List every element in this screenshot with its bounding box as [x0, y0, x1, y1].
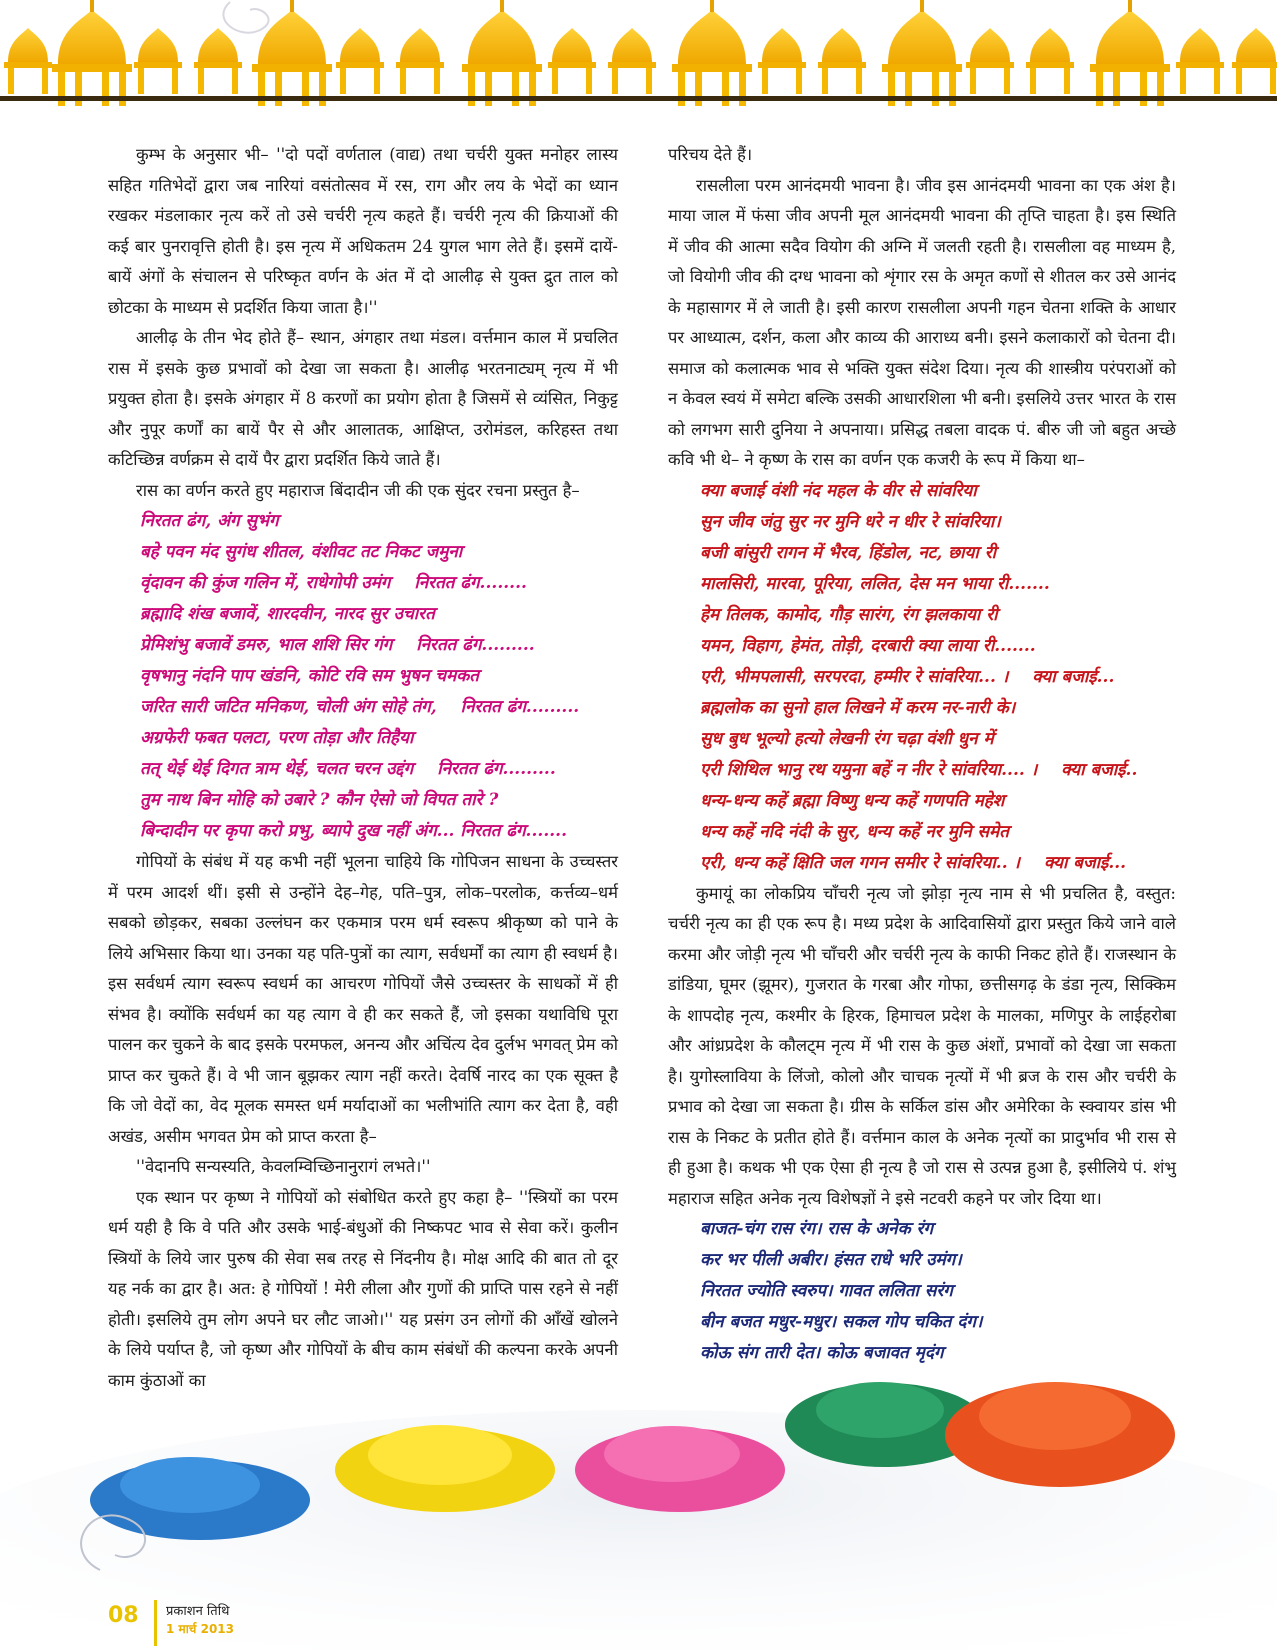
- paragraph: कुमायूं का लोकप्रिय चाँचरी नृत्य जो झोड़ा नृत्य नाम से भी प्रचलित है, वस्तुत: चर्चरी नृत्य का ही एक रूप है। मध्य प्रदेश के आदिवासियों द्वारा प्रस्तुत किये जाने वाले करमा और जोड़ी नृत्य भी चाँचरी और चर्चरी नृत्य के काफी निकट होते हैं। राजस्थान के डांडिया, घूमर (झूमर), गुजरात के गरबा और गोफा, छत्तीसगढ़ के डंडा नृत्य, सिक्किम के शापदोह नृत्य, कश्मीर के हिरक, हिमाचल प्रदेश के मालका, मणिपुर के लाईहरोबा और आंध्रप्रदेश के कौलट्म नृत्य में भी रास के कुछ अंशों, प्रभावों को देखा जा सकता है। युगोस्लाविया के लिंजो, कोलो और चाचक नृत्यों में भी ब्रज के रास और चर्चरी के प्रभाव को देखा जा सकता है। ग्रीस के सर्किल डांस और अमेरिका के स्क्वायर डांस भी रास के निकट के प्रतीत होते हैं। वर्त्तमान काल के अनेक नृत्यों का प्रादुर्भाव भी रास से ही हुआ है। कथक भी एक ऐसा ही नृत्य है जो रास से उत्पन्न हुआ है, इसीलिये पं. शंभु महाराज सहित अनेक नृत्य विशेषज्ञों ने इसे नटवरी कहने पर जोर दिया था।: [668, 883, 1176, 1208]
- paragraph: एक स्थान पर कृष्ण ने गोपियों को संबोधित करते हुए कहा है– ''स्त्रियों का परम धर्म यही है कि वे पति और उसके भाई-बंधुओं की निष्कपट भाव से सेवा करें। कुलीन स्त्रियों के लिये जार पुरुष की सेवा सब तरह से निंदनीय है। मोक्ष आदि की बात तो दूर यह नर्क का द्वार है। अत: हे गोपियों ! मेरी लीला और गुणों की प्राप्ति पास रहने से नहीं होती। इसलिये तुम लोग अपने घर लौट जाओ।'' यह प्रसंग उन लोगों की आँखें खोलने के लिये पर्याप्त है, जो कृष्ण और गोपियों के बीच काम संबंधों की कल्पना करके अपनी काम कुंठाओं का: [108, 1187, 618, 1390]
- banner-baseline: [0, 96, 1277, 101]
- verse-line: धन्य-धन्य कहें ब्रह्मा विष्णु धन्य कहें गणपति महेश: [700, 790, 1005, 811]
- verse-line: निरतत ढंग, अंग सुभंग: [140, 511, 279, 531]
- verse-line: यमन, विहाग, हेमंत, तोड़ी, दरबारी क्या लाया री.......: [700, 635, 1036, 656]
- verse-line: कोऊ संग तारी देत। कोऊ बजावत मृदंग: [700, 1343, 944, 1363]
- verse-line: बीन बजत मधुर-मधुर। सकल गोप चकित दंग।: [700, 1312, 983, 1332]
- verse-line: क्या बजाई वंशी नंद महल के वीर से सांवरिया: [700, 480, 977, 501]
- verse-line: एरी, धन्य कहें क्षिति जल गगन समीर रे सांवरिया.. । क्या बजाई...: [700, 852, 1127, 873]
- verse-line: सुन जीव जंतु सुर नर मुनि धरे न धीर रे सांवरिया।: [700, 511, 1001, 532]
- verse-line: ब्रह्मादि शंख बजावें, शारदवीन, नारद सुर उचारत: [140, 604, 435, 624]
- paragraph: कुम्भ के अनुसार भी– ''दो पदों वर्णताल (वाद्य) तथा चर्चरी युक्त मनोहर लास्य सहित गतिभेदों द्वारा जब नारियां वसंतोत्सव में रस, राग और लय के भेदों का ध्यान रखकर मंडलाकार नृत्य करें तो उसे चर्चरी नृत्य कहते हैं। चर्चरी नृत्य की क्रियाओं की कई बार पुनरावृत्ति होती है। इस नृत्य में अधिकतम 24 युगल भाग लेते हैं। इसमें दायें-बायें अंगों के संचालन से परिष्कृत वर्णन के अंत में दो आलीढ़ से युक्त द्रुत ताल को छोटका के माध्यम से प्रदर्शित किया जाता है।'': [108, 145, 618, 317]
- verse-line: वृषभानु नंदनि पाप खंडनि, कोटि रवि सम भुषन चमकत: [140, 666, 480, 686]
- footer-divider: [154, 1600, 157, 1646]
- verse-line: बजी बांसुरी रागन में भैरव, हिंडोल, नट, छाया री: [700, 542, 997, 563]
- swirl-ornament: [223, 2, 268, 33]
- verse-line: तुम नाथ बिन मोहि को उबारे ? कौन ऐसो जो विपत तारे ?: [140, 790, 499, 810]
- verse-line: वृंदावन की कुंज गलिन में, राधेगोपी उमंग निरतत ढंग........: [140, 573, 527, 593]
- verse-line: एरी शिथिल भानु रथ यमुना बहें न नीर रे सांवरिया.... । क्या बजाई..: [700, 759, 1138, 780]
- verse-line: तत् थेई थेई दिगत त्राम थेई, चलत चरन उद्दंग निरतत ढंग.........: [140, 759, 556, 779]
- footer-title: प्रकाशन तिथि: [166, 1604, 230, 1619]
- verse-line: हेम तिलक, कामोद, गौड़ सारंग, रंग झलकाया री: [700, 604, 998, 625]
- verse-line: बाजत-चंग रास रंग। रास के अनेक रंग: [700, 1219, 934, 1239]
- left-column: [108, 140, 618, 1396]
- verse-line: प्रेमिशंभु बजावें डमरु, भाल शशि सिर गंग निरतत ढंग.........: [140, 635, 535, 655]
- verse-line: कर भर पीली अबीर। हंसत राधे भरि उमंग।: [700, 1250, 962, 1270]
- sanskrit-quote: ''वेदानपि सन्यस्यति, केवलम्विच्छिनानुरागं लभते।'': [136, 1157, 431, 1176]
- footer-date: 1 मार्च 2013: [166, 1622, 235, 1636]
- verse-line: बहे पवन मंद सुगंध शीतल, वंशीवट तट निकट जमुना: [140, 542, 463, 562]
- verse-kajri: [668, 476, 1176, 879]
- dome-row: [4, 0, 1277, 106]
- right-column: [668, 140, 1176, 1369]
- verse-line: धन्य कहें नदि नंदी के सुर, धन्य कहें नर मुनि समेत: [700, 821, 1009, 842]
- paragraph: आलीढ़ के तीन भेद होते हैं– स्थान, अंगहार तथा मंडल। वर्त्तमान काल में प्रचलित रास में इसके कुछ प्रभावों को देखा जा सकता है। आलीढ़ भरतनाट्यम् नृत्य में भी प्रयुक्त होता है। इसके अंगहार में 8 करणों का प्रयोग होता है जिसमें से व्यंसित, निकुट्ट और नुपूर कर्णों का बायें पैर से और आलातक, आक्षिप्त, उरोमंडल, करिहस्त तथा कटिच्छिन्न वर्णक्रम से दायें पैर द्वारा प्रदर्शित किये जाते हैं।: [108, 328, 618, 469]
- dome-banner: [0, 0, 1277, 110]
- verse-line: बिन्दादीन पर कृपा करो प्रभु, ब्यापे दुख नहीं अंग... निरतत ढंग.......: [140, 821, 567, 841]
- verse-line: मालसिरी, मारवा, पूरिया, ललित, देस मन भाया री.......: [700, 573, 1050, 594]
- paragraph: परिचय देते हैं।: [668, 145, 753, 164]
- verse-bindadin: [108, 506, 618, 847]
- page-number: 08: [108, 1603, 139, 1628]
- verse-line: ब्रह्मलोक का सुनो हाल लिखने में करम नर-नारी के।: [700, 697, 1016, 718]
- paragraph: गोपियों के संबंध में यह कभी नहीं भूलना चाहिये कि गोपिजन साधना के उच्चस्तर में परम आदर्श थीं। इसी से उन्होंने देह–गेह, पति–पुत्र, लोक–परलोक, कर्त्तव्य–धर्म सबको छोड़कर, सबका उल्लंघन कर एकमात्र परम धर्म स्वरूप श्रीकृष्ण को पाने के लिये अभिसार किया था। उनका यह पति-पुत्रों का त्याग, सर्वधर्मों का त्याग ही स्वधर्म है। इस सर्वधर्म त्याग स्वरूप स्वधर्म का आचरण गोपियों जैसे उच्चस्तर के साधकों में ही संभव है। क्योंकि सर्वधर्म का यह त्याग वे ही कर सकते हैं, जो इसका यथाविधि पूरा पालन कर चुकने के बाद इसके परमफल, अनन्य और अचिंत्य देव दुर्लभ भगवत् प्रेम को प्राप्त कर चुकते हैं। वे भी जान बूझकर त्याग नहीं करते। देवर्षि नारद का एक सूक्त है कि जो वेदों का, वेद मूलक समस्त धर्म मर्यादाओं का भलीभांति त्याग कर देता है, वही अखंड, असीम भगवत प्रेम को प्राप्त करता है–: [108, 852, 618, 1146]
- verse-line: जरित सारी जटित मनिकण, चोली अंग सोहे तंग, निरतत ढंग.........: [140, 697, 580, 717]
- verse-line: अग्रफेरी फबत पलटा, परण तोड़ा और तिहैया: [140, 728, 414, 748]
- paragraph: रासलीला परम आनंदमयी भावना है। जीव इस आनंदमयी भावना का एक अंश है। माया जाल में फंसा जीव अपनी मूल आनंदमयी भावना की तृप्ति चाहता है। इस स्थिति में जीव की आत्मा सदैव वियोग की अग्नि में जलती रहती है। रासलीला वह माध्यम है, जो वियोगी जीव की दग्ध भावना को शृंगार रस के अमृत कणों से शीतल कर उसे आनंद के महासागर में ले जाती है। इसी कारण रासलीला अपनी गहन चेतना शक्ति के आधार पर आध्यात्म, दर्शन, कला और काव्य की आराध्य बनी। इसने कलाकारों को चेतना दी। समाज को कलात्मक भाव से भक्ति युक्त संदेश दिया। नृत्य की शास्त्रीय परंपराओं को न केवल स्वयं में समेटा बल्कि उसकी आधारशिला भी बनी। इसलिये उत्तर भारत के रास को लगभग सारी दुनिया ने अपनाया। प्रसिद्ध तबला वादक पं. बीरु जी जो बहुत अच्छे कवि भी थे– ने कृष्ण के रास का वर्णन एक कजरी के रूप में किया था–: [668, 175, 1176, 469]
- verse-line: एरी, भीमपलासी, सरपरदा, हम्मीर रे सांवरिया... । क्या बजाई...: [700, 666, 1115, 687]
- verse-line: निरतत ज्योति स्वरुप। गावत ललिता सरंग: [700, 1281, 953, 1301]
- verse-line: सुध बुध भूल्यो हत्यो लेखनी रंग चढ़ा वंशी धुन में: [700, 728, 994, 749]
- paragraph: रास का वर्णन करते हुए महाराज बिंदादीन जी की एक सुंदर रचना प्रस्तुत है–: [136, 480, 580, 500]
